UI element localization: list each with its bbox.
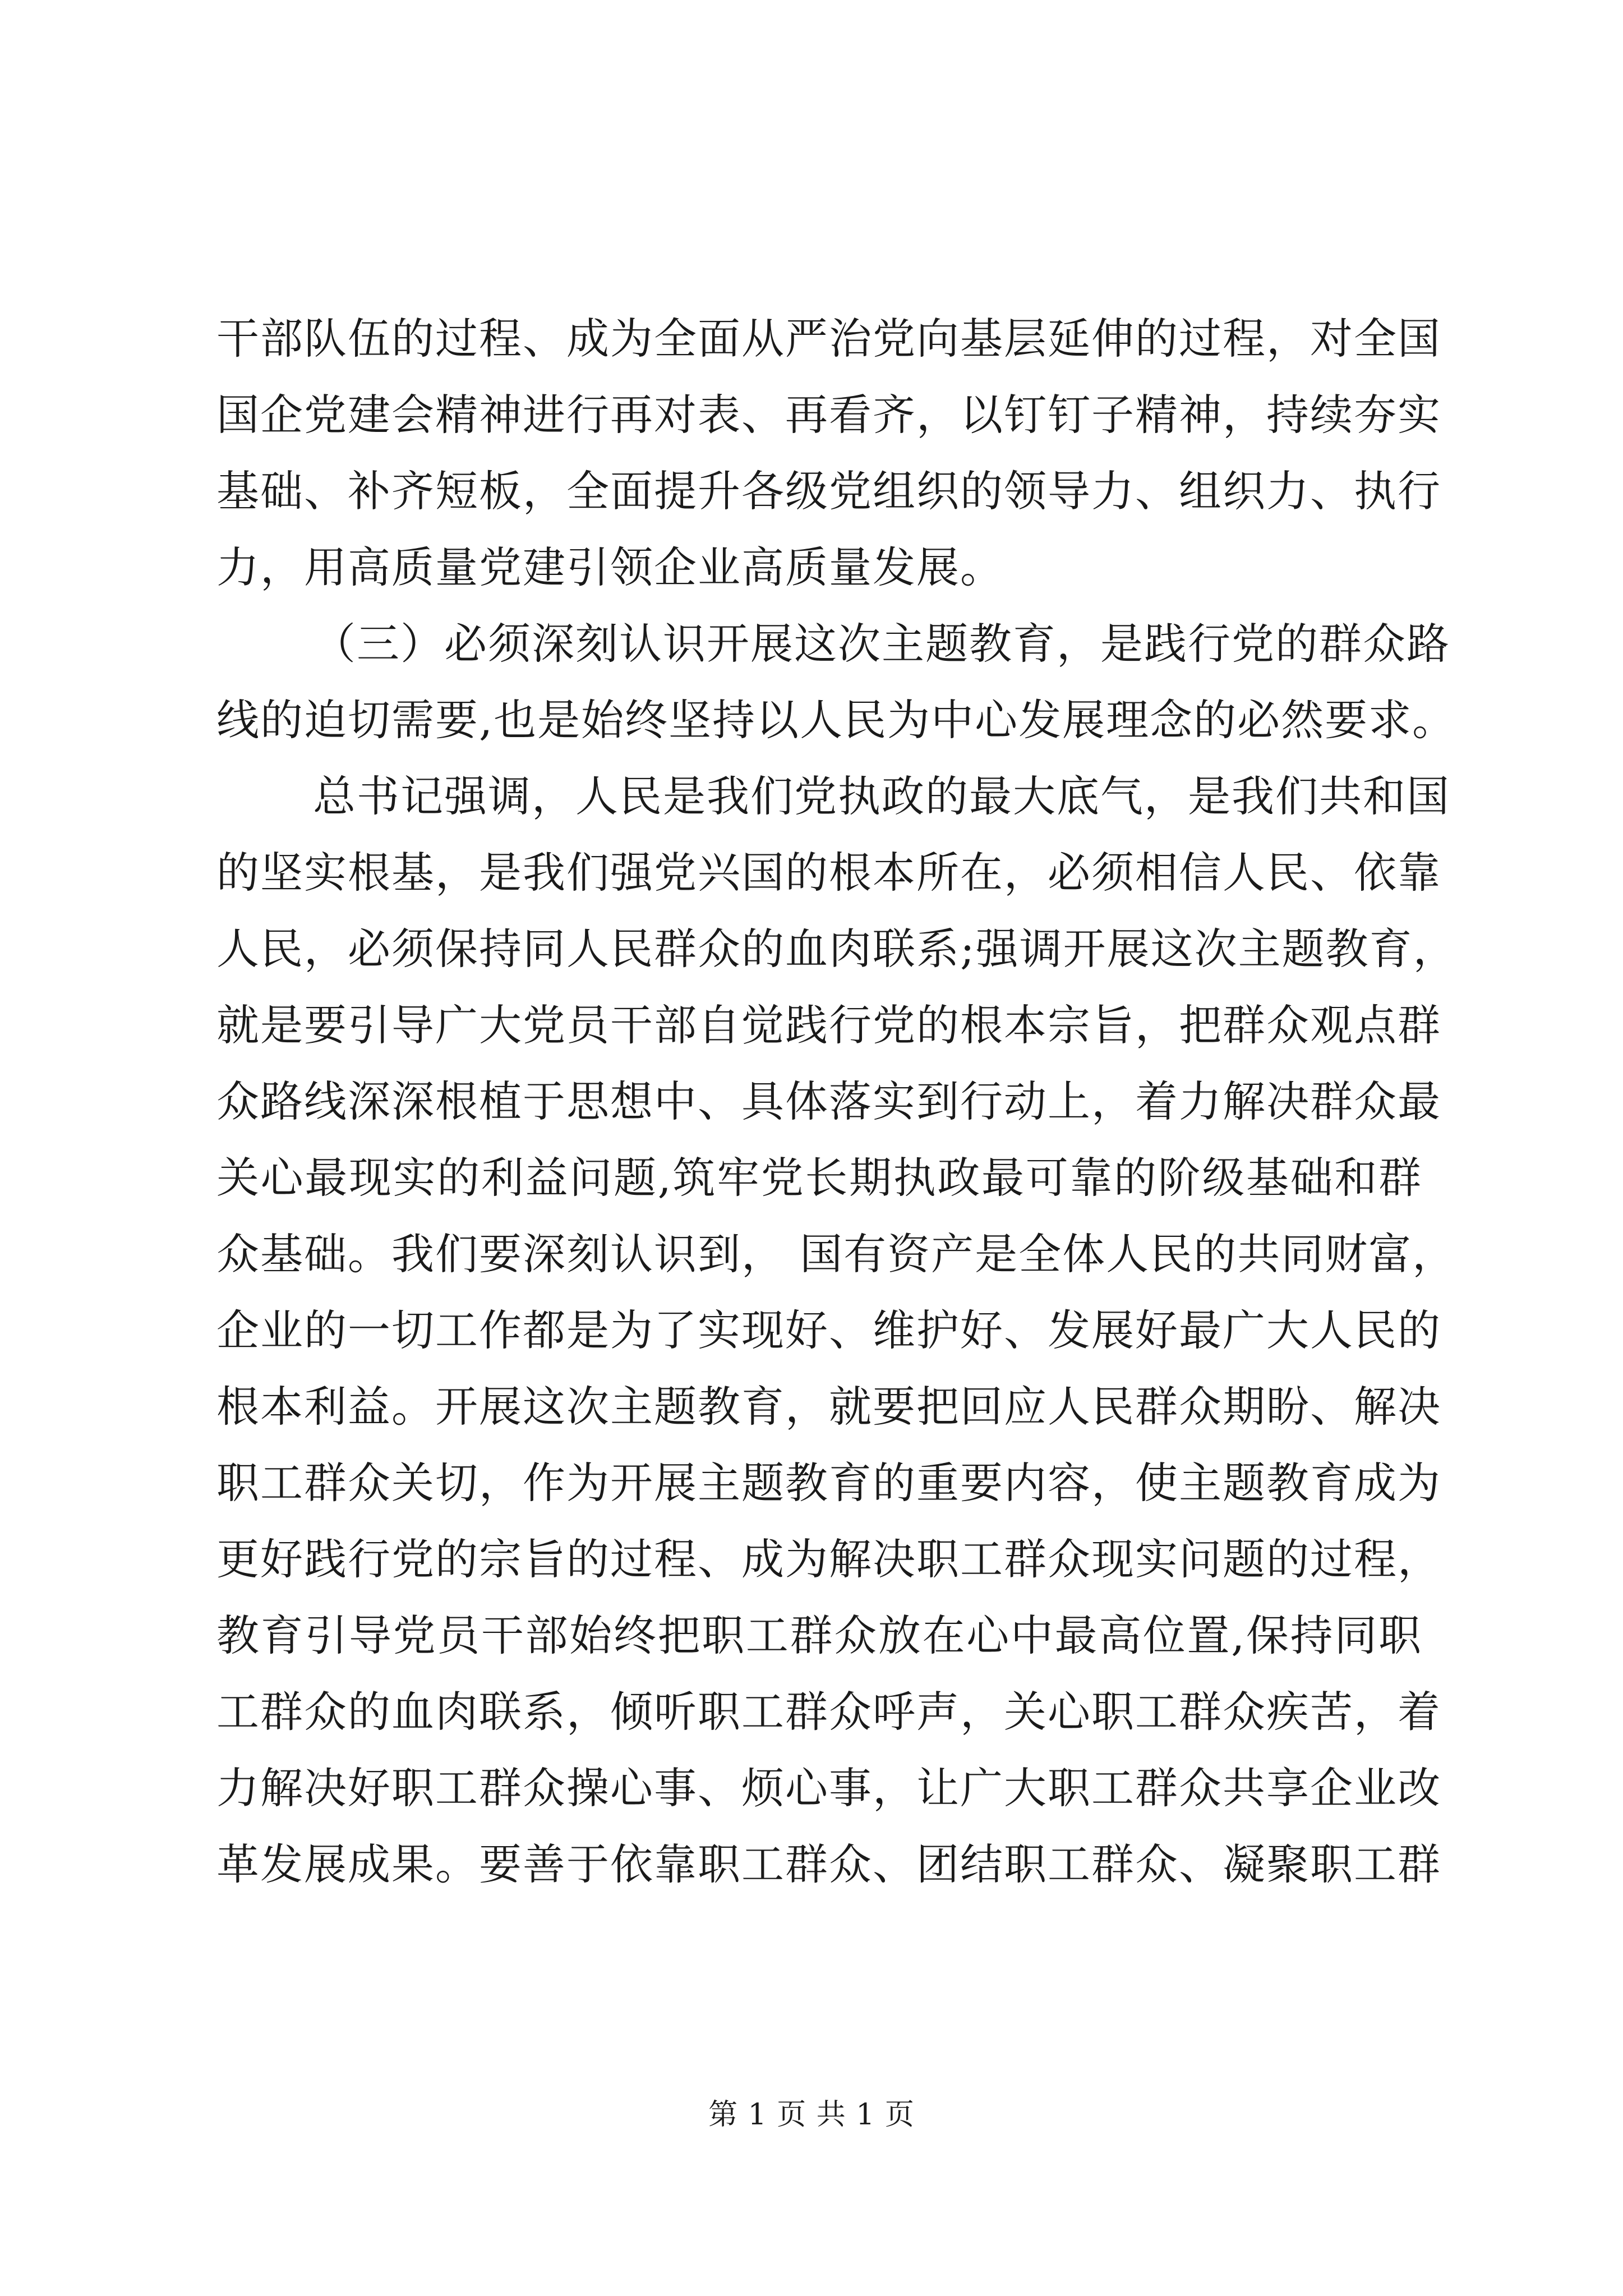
text-line: 众路线深深根植于思想中、具体落实到行动上，着力解决群众最 bbox=[216, 1076, 1441, 1126]
text-line: 就是要引导广大党员干部自觉践行党的根本宗旨，把群众观点群 bbox=[216, 1000, 1441, 1050]
text-line: 革发展成果。要善于依靠职工群众、团结职工群众、凝聚职工群 bbox=[216, 1839, 1441, 1889]
text-line: 干部队伍的过程、成为全面从严治党向基层延伸的过程，对全国 bbox=[216, 314, 1441, 364]
text-line: 更好践行党的宗旨的过程、成为解决职工群众现实问题的过程， bbox=[216, 1534, 1441, 1584]
page-footer: 第 1 页 共 1 页 bbox=[708, 2098, 915, 2132]
text-line: 关心最现实的利益问题,筑牢党长期执政最可靠的阶级基础和群 bbox=[216, 1153, 1422, 1203]
section-heading-line: （三）必须深刻认识开展这次主题教育，是践行党的群众路 bbox=[313, 619, 1450, 669]
text-line: 国企党建会精神进行再对表、再看齐，以钉钉子精神，持续夯实 bbox=[216, 390, 1441, 440]
text-line: 力解决好职工群众操心事、烦心事，让广大职工群众共享企业改 bbox=[216, 1763, 1441, 1813]
text-line: 根本利益。开展这次主题教育，就要把回应人民群众期盼、解决 bbox=[216, 1382, 1441, 1432]
text-line: 教育引导党员干部始终把职工群众放在心中最高位置,保持同职 bbox=[216, 1611, 1422, 1660]
text-line: 人民，必须保持同人民群众的血肉联系;强调开展这次主题教育， bbox=[216, 924, 1457, 974]
text-line: 企业的一切工作都是为了实现好、维护好、发展好最广大人民的 bbox=[216, 1305, 1441, 1355]
text-line: 总书记强调，人民是我们党执政的最大底气，是我们共和国 bbox=[313, 771, 1450, 821]
text-line: 基础、补齐短板，全面提升各级党组织的领导力、组织力、执行 bbox=[216, 466, 1441, 516]
document-body bbox=[216, 301, 1457, 1903]
text-line: 工群众的血肉联系，倾听职工群众呼声，关心职工群众疾苦，着 bbox=[216, 1687, 1441, 1737]
section-heading-line: 线的迫切需要,也是始终坚持以人民为中心发展理念的必然要求。 bbox=[216, 695, 1456, 745]
text-line: 的坚实根基，是我们强党兴国的根本所在，必须相信人民、依靠 bbox=[216, 848, 1441, 898]
text-line: 众基础。我们要深刻认识到， 国有资产是全体人民的共同财富， bbox=[216, 1229, 1456, 1279]
text-line: 职工群众关切，作为开展主题教育的重要内容，使主题教育成为 bbox=[216, 1458, 1441, 1508]
text-line: 力，用高质量党建引领企业高质量发展。 bbox=[216, 542, 1004, 592]
